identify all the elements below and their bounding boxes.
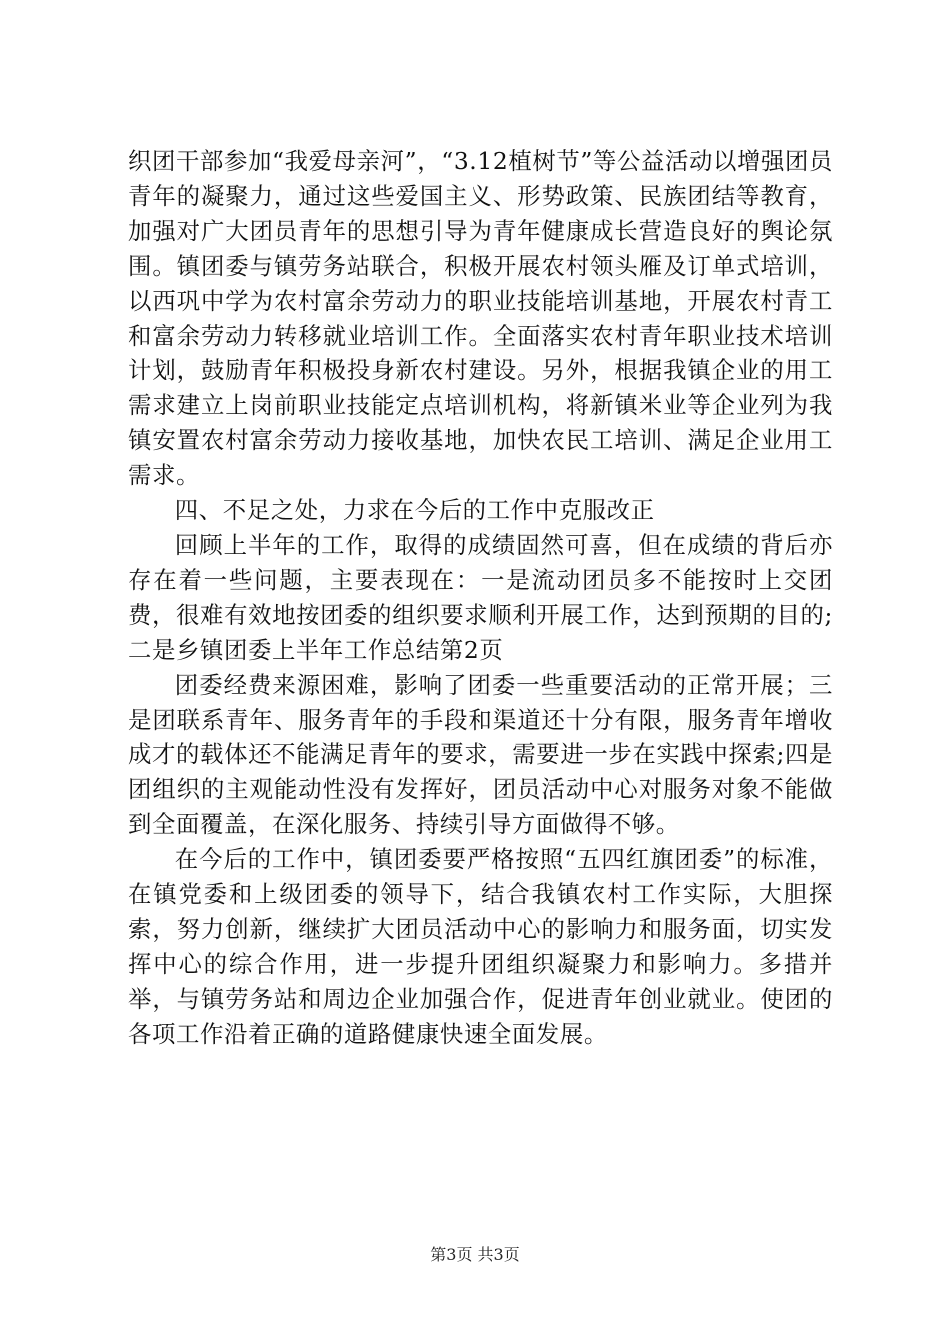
paragraph-1: 织团干部参加“我爱母亲河”，“3.12植树节”等公益活动以增强团员青年的凝聚力，通过这些爱国主义、形势政策、民族团结等教育，加强对广大团员青年的思想引导为青年健康成长营造良好的舆论氛围。镇团委与镇劳务站联合，积极开展农村领头雁及订单式培训，以西巩中学为农村富余劳动力的职业技能培训基地，开展农村青工和富余劳动力转移就业培训工作。全面落实农村青年职业技术培训计划，鼓励青年积极投身新农村建设。另外，根据我镇企业的用工需求建立上岗前职业技能定点培训机构，将新镇米业等企业列为我镇安置农村富余劳动力接收基地，加快农民工培训、满足企业用工需求。 [128, 147, 833, 490]
paragraph-2-heading: 四、不足之处，力求在今后的工作中克服改正 [174, 496, 655, 525]
paragraph-3: 回顾上半年的工作，取得的成绩固然可喜，但在成绩的背后亦存在着一些问题，主要表现在：一是流动团员多不能按时上交团费，很难有效地按团委的组织要求顺利开展工作，达到预期的目的;二是乡镇团委上半年工作总结第2页 [128, 530, 833, 664]
document-body [128, 144, 833, 1052]
paragraph-4: 团委经费来源困难，影响了团委一些重要活动的正常开展；三是团联系青年、服务青年的手段和渠道还十分有限，服务青年增收成才的载体还不能满足青年的要求，需要进一步在实践中探索;四是团组织的主观能动性没有发挥好，团员活动中心对服务对象不能做到全面覆盖，在深化服务、持续引导方面做得不够。 [128, 670, 833, 839]
paragraph-5: 在今后的工作中，镇团委要严格按照“五四红旗团委”的标准，在镇党委和上级团委的领导下，结合我镇农村工作实际，大胆探索，努力创新，继续扩大团员活动中心的影响力和服务面，切实发挥中心的综合作用，进一步提升团组织凝聚力和影响力。多措并举，与镇劳务站和周边企业加强合作，促进青年创业就业。使团的各项工作沿着正确的道路健康快速全面发展。 [128, 845, 833, 1048]
page-footer: 第3页 共3页 [430, 1245, 520, 1264]
